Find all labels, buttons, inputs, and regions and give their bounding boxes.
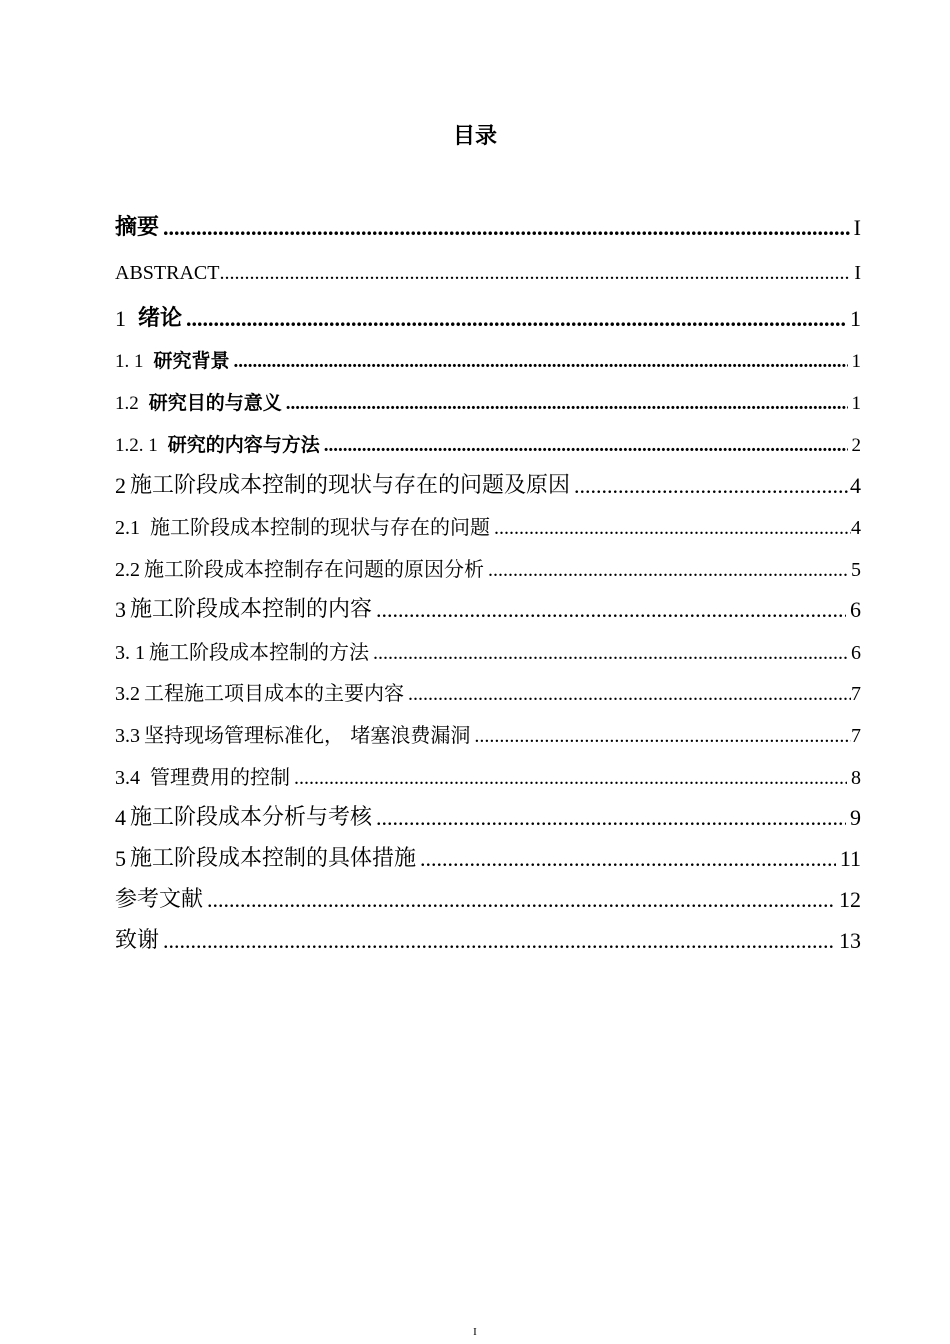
toc-leader: [186, 306, 846, 332]
toc-entry-5[interactable]: [115, 842, 861, 872]
toc-title: 施工阶段成本控制的具体措施: [130, 846, 417, 871]
toc-number: 2.1: [115, 517, 140, 539]
toc-entry-1-2[interactable]: [115, 385, 861, 415]
toc-entry-1-1[interactable]: [115, 343, 861, 373]
toc-page: 1: [851, 351, 861, 372]
toc-page: 13: [839, 928, 861, 953]
toc-entry-4[interactable]: [115, 801, 861, 831]
toc-title: 摘要: [115, 215, 160, 240]
toc-entry-2[interactable]: [115, 469, 861, 499]
toc-entry-1-2-1[interactable]: [115, 427, 861, 457]
toc-number: 3.3: [115, 725, 140, 747]
toc-title: 施工阶段成本控制存在问题的原因分析: [144, 557, 484, 581]
toc-leader: [408, 683, 851, 706]
toc-leader: [286, 393, 848, 415]
toc-page: I: [853, 215, 861, 240]
toc-number: 1. 1: [115, 351, 144, 372]
toc-title: 研究背景: [153, 350, 230, 372]
toc-entry-3-3[interactable]: [115, 718, 861, 748]
toc-title: 研究目的与意义: [148, 392, 282, 414]
toc-leader: [324, 435, 848, 457]
toc-leader: [219, 262, 850, 285]
toc-number: 4: [115, 805, 126, 830]
toc-entry-2-1[interactable]: [115, 510, 861, 540]
toc-number: 1.2: [115, 393, 139, 414]
toc-number: 1: [115, 306, 126, 331]
toc-leader: [207, 887, 835, 913]
toc-page: 1: [850, 306, 861, 331]
toc-number: 3. 1: [115, 642, 145, 664]
toc-title: 参考文献: [115, 887, 204, 912]
toc-page: 8: [851, 767, 861, 789]
toc-title: 施工阶段成本控制的现状与存在的问题及原因: [130, 473, 571, 498]
toc-entry-2-2[interactable]: [115, 552, 861, 582]
toc-leader: [376, 805, 846, 831]
toc-page: 6: [850, 597, 861, 622]
toc-page: 1: [851, 393, 861, 414]
toc-title: 研究的内容与方法: [167, 434, 320, 456]
toc-title: 施工阶段成本控制的内容: [130, 597, 373, 622]
toc-number: 3.4: [115, 767, 140, 789]
toc-leader: [163, 215, 850, 241]
toc-title: 施工阶段成本控制的现状与存在的问题: [150, 515, 490, 539]
toc-entry-3-4[interactable]: [115, 760, 861, 790]
toc-title: 坚持现场管理标准化， 堵塞浪费漏洞: [144, 723, 471, 747]
toc-page: 9: [850, 805, 861, 830]
toc-title: 工程施工项目成本的主要内容: [144, 681, 404, 705]
toc-page: 7: [851, 683, 861, 705]
toc-title: 施工阶段成本控制的方法: [149, 640, 369, 664]
toc-entry-abstract-en[interactable]: [115, 255, 861, 285]
toc-leader: [234, 351, 848, 373]
toc-title: ABSTRACT: [115, 262, 220, 284]
toc-page: 4: [851, 517, 861, 539]
toc-page: 12: [839, 887, 861, 912]
toc-page: 2: [851, 435, 861, 456]
toc-page: 7: [851, 725, 861, 747]
toc-title: 绪论: [138, 306, 183, 331]
toc-number: 2.2: [115, 559, 140, 581]
toc-number: 1.2. 1: [115, 435, 158, 456]
toc-entry-references[interactable]: [115, 883, 861, 913]
toc-title: 致谢: [115, 928, 160, 953]
toc-title: 施工阶段成本分析与考核: [130, 805, 373, 830]
toc-entry-acknowledgements[interactable]: [115, 924, 861, 954]
toc-entry-3[interactable]: [115, 593, 861, 623]
toc-entry-3-1[interactable]: [115, 635, 861, 665]
toc-number: 3: [115, 597, 126, 622]
toc-entry-abstract-cn[interactable]: [115, 211, 861, 241]
toc-leader: [294, 767, 847, 790]
toc-entry-1[interactable]: [115, 302, 861, 332]
toc-leader: [163, 928, 835, 954]
toc-page: 6: [851, 642, 861, 664]
toc-leader: [574, 473, 850, 499]
toc-page: 4: [850, 473, 861, 498]
toc-leader: [420, 846, 836, 872]
toc-leader: [474, 725, 851, 748]
toc-number: 3.2: [115, 683, 140, 705]
page-title: 目录: [452, 124, 497, 149]
toc-page: 11: [839, 846, 861, 871]
footer-page-number: I: [473, 1326, 477, 1338]
toc-leader: [494, 517, 851, 540]
toc-leader: [373, 642, 847, 665]
toc-entry-3-2[interactable]: [115, 676, 861, 706]
toc-page: I: [854, 262, 861, 284]
toc-title: 管理费用的控制: [150, 765, 290, 789]
toc-page: 5: [851, 559, 861, 581]
toc-leader: [488, 559, 847, 582]
toc-number: 2: [115, 473, 126, 498]
toc-leader: [376, 597, 846, 623]
toc-number: 5: [115, 846, 126, 871]
